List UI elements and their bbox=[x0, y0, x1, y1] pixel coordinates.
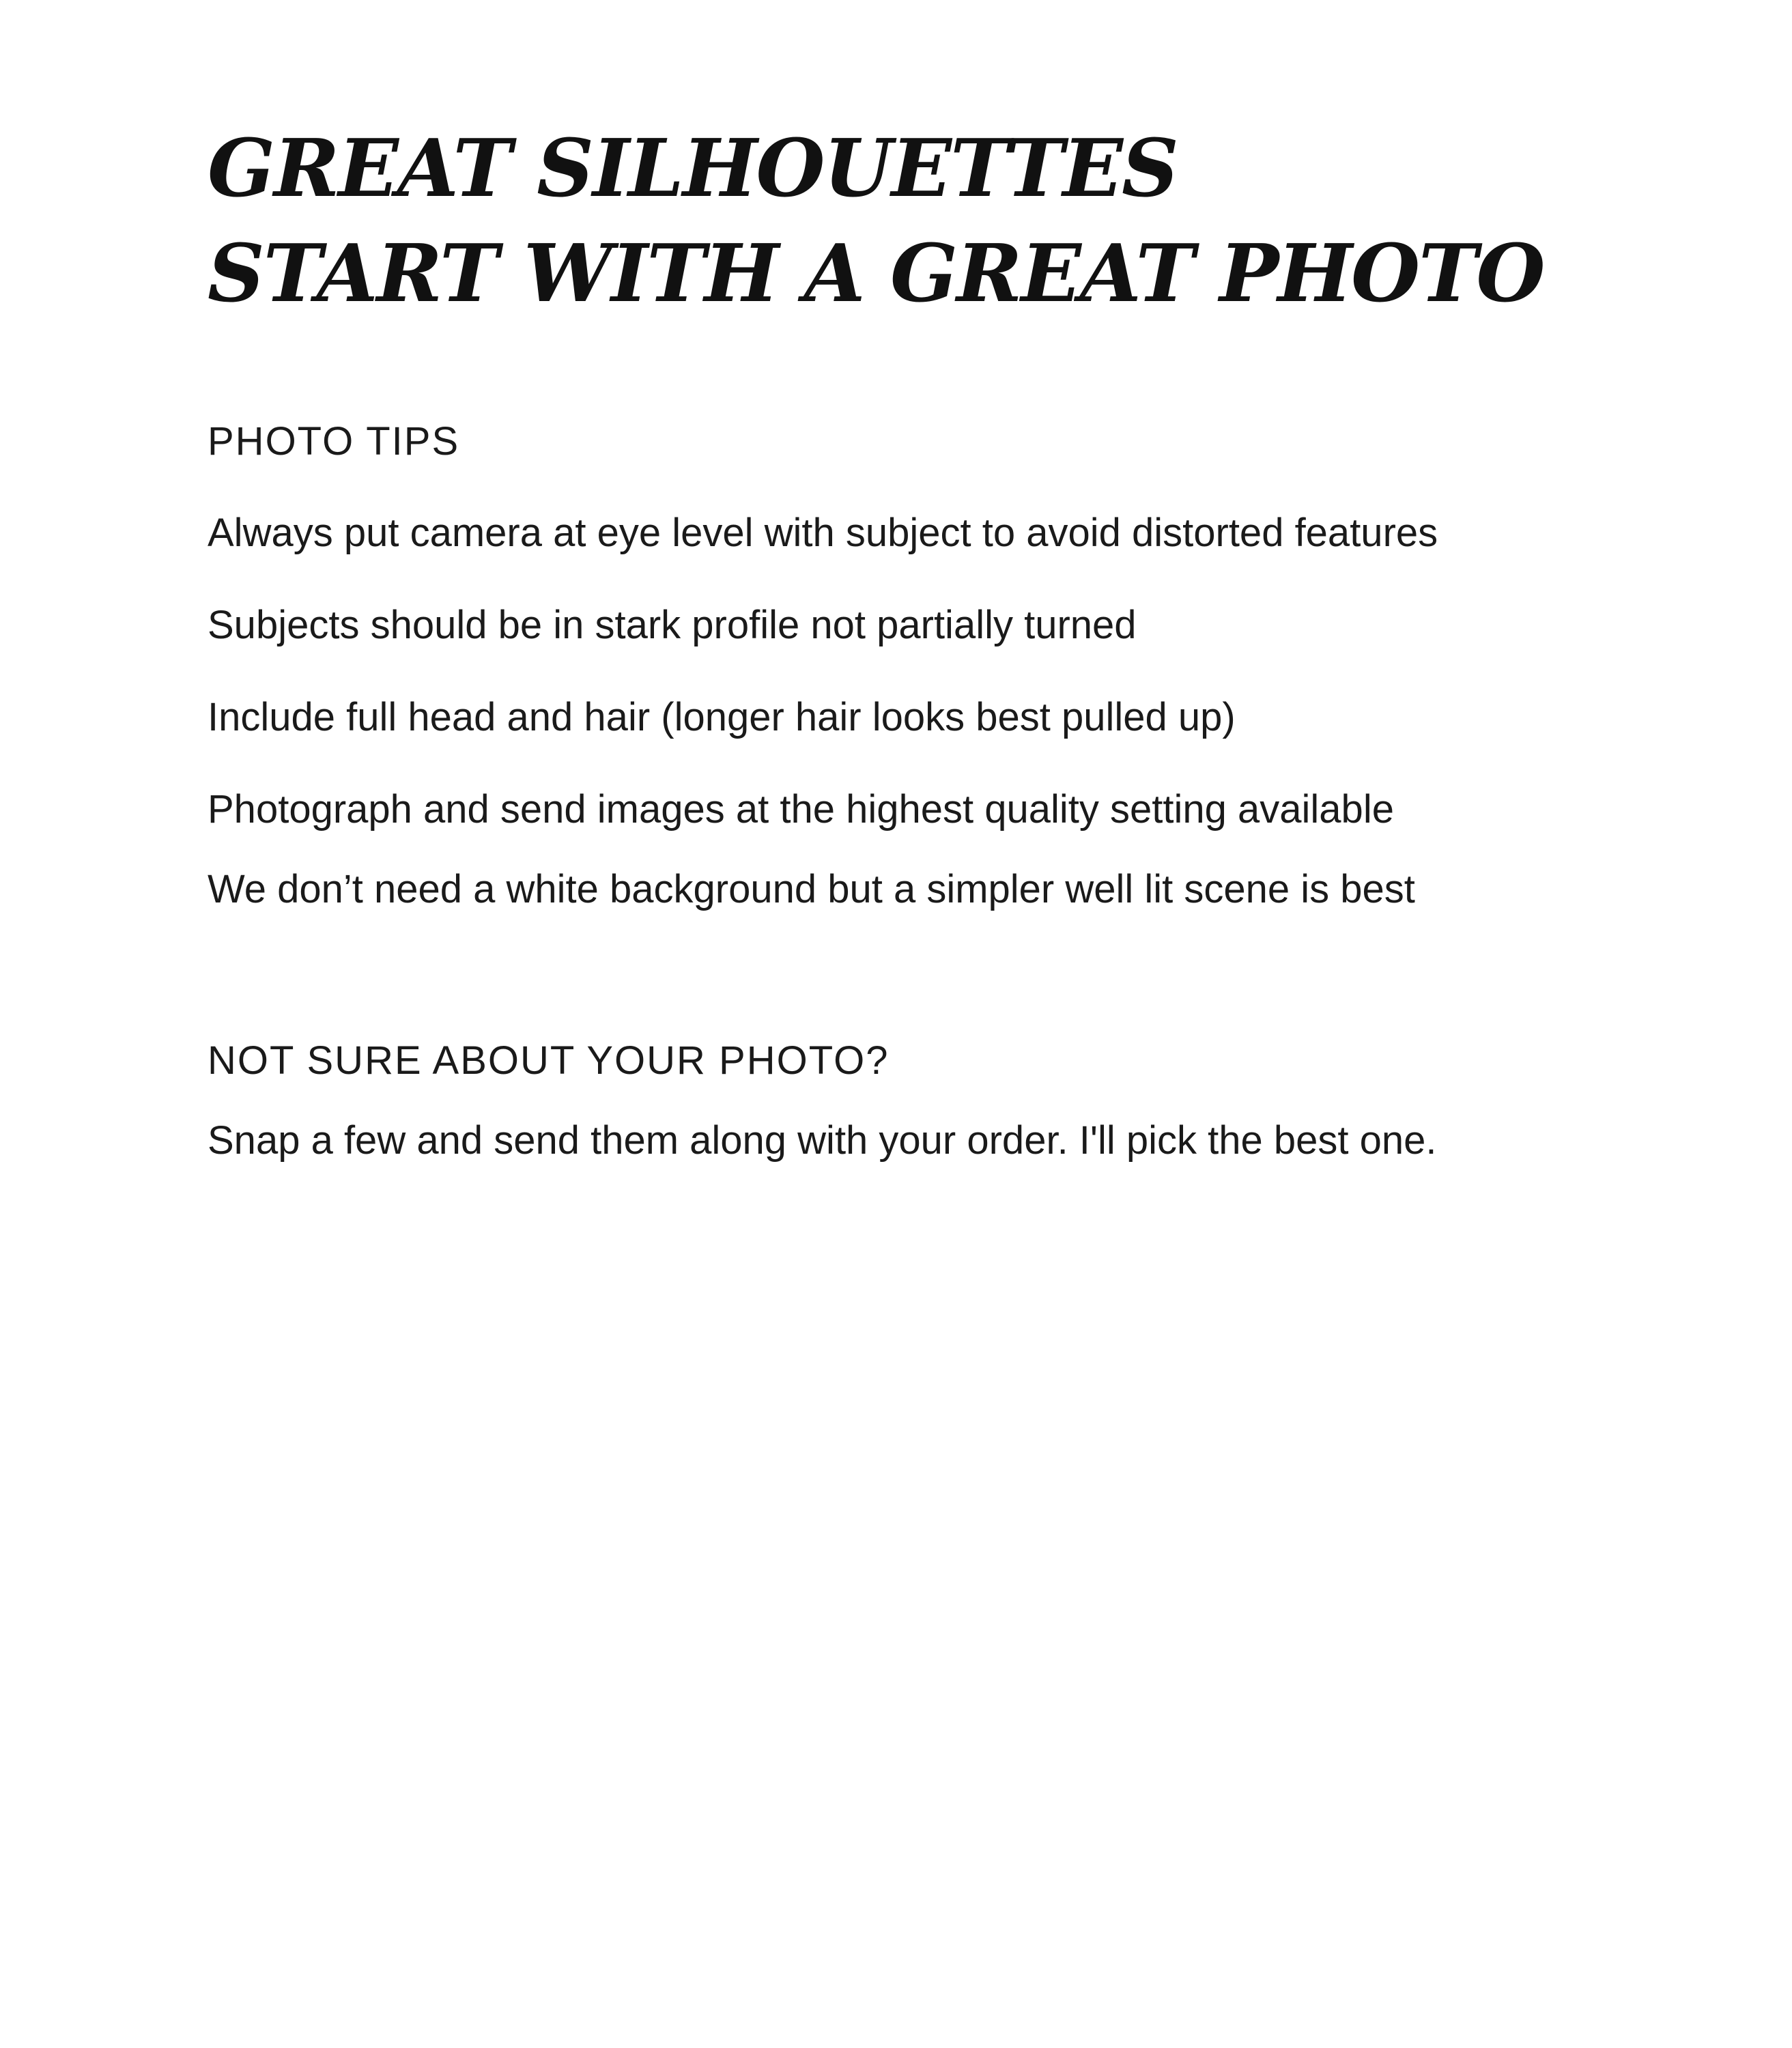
tip-item: Include full head and hair (longer hair looks best pulled up) bbox=[208, 695, 1236, 739]
not-sure-text: Snap a few and send them along with your order. I'll pick the best one. bbox=[208, 1118, 1437, 1163]
tip-item: Photograph and send images at the highest quality setting available bbox=[208, 787, 1394, 831]
tip-item: Always put camera at eye level with subject to avoid distorted features bbox=[208, 511, 1438, 555]
tip-item: We don’t need a white background but a simpler well lit scene is best bbox=[208, 867, 1415, 911]
not-sure-heading: NOT SURE ABOUT YOUR PHOTO? bbox=[208, 1038, 890, 1083]
photo-tips-heading: PHOTO TIPS bbox=[208, 419, 460, 464]
photo-tips-list bbox=[208, 505, 1641, 918]
headline-line-2: START WITH A GREAT PHOTO bbox=[208, 227, 1544, 320]
headline-line-1: GREAT SILHOUETTES bbox=[208, 122, 1178, 215]
page-headline bbox=[208, 116, 1641, 326]
tip-item: Subjects should be in stark profile not partially turned bbox=[208, 603, 1137, 647]
content-page bbox=[208, 116, 1641, 1169]
